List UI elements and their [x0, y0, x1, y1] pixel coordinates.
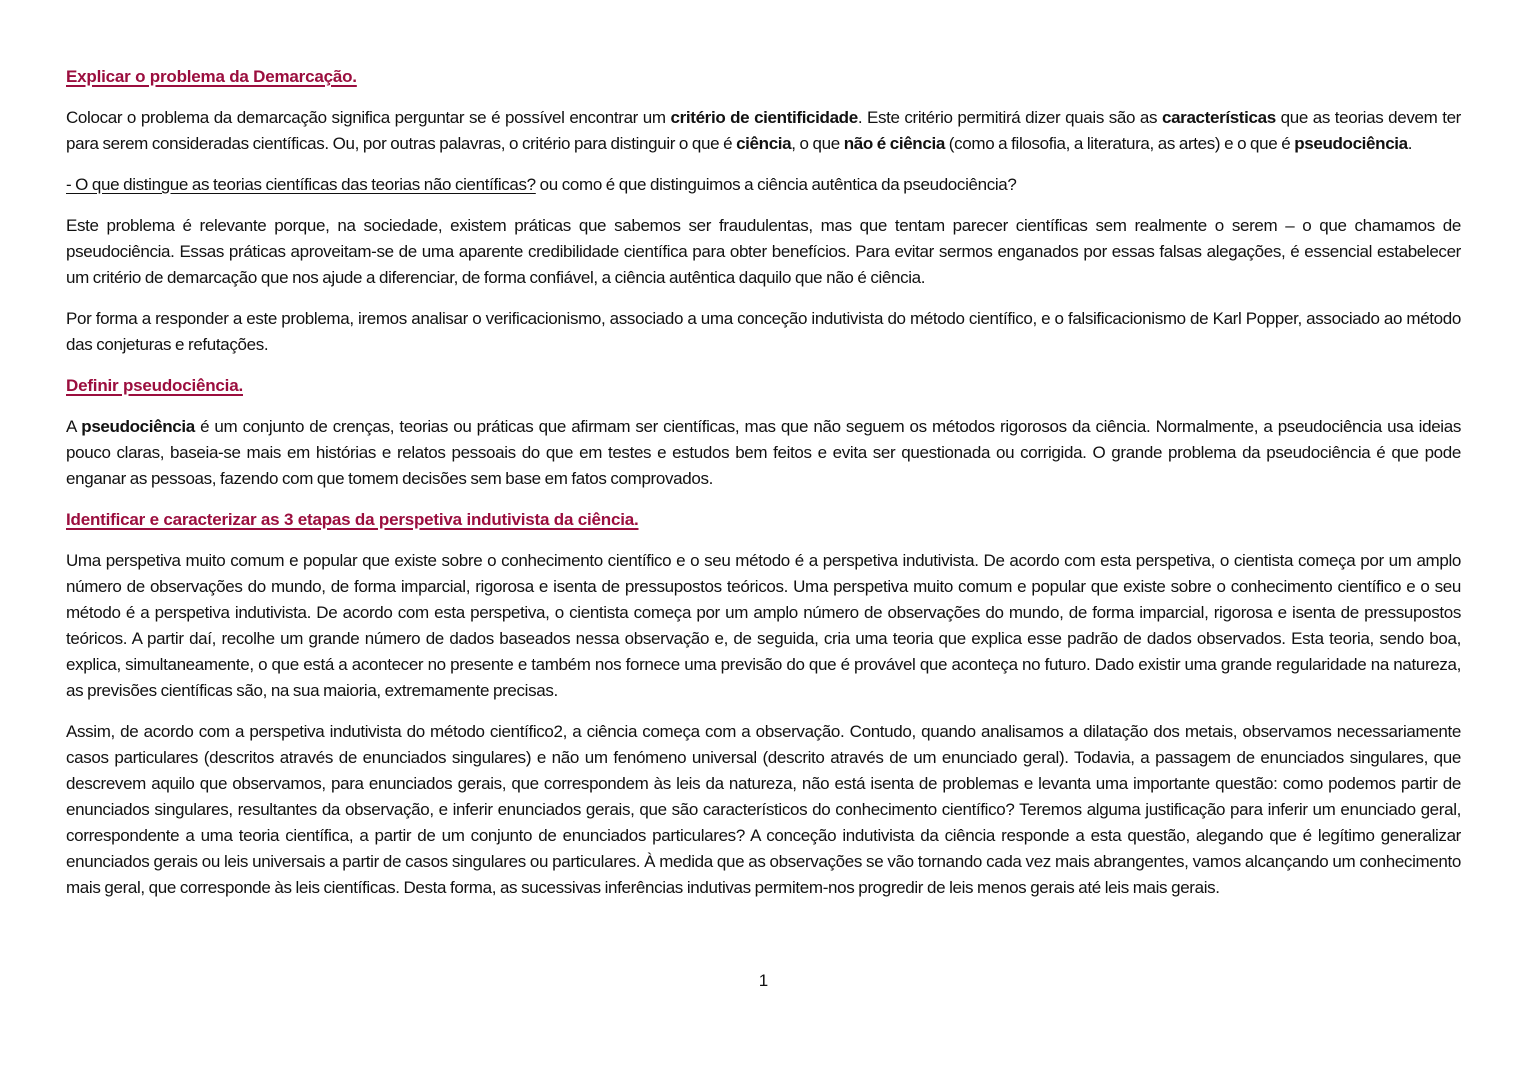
section-heading: Definir pseudociência. [66, 376, 243, 395]
section-heading: Identificar e caracterizar as 3 etapas da perspetiva indutivista da ciência. [66, 510, 639, 529]
text-run: , o que [791, 134, 844, 153]
text-run: Uma perspetiva muito comum e popular que existe sobre o conhecimento científico e o seu método é a perspetiva indutivista. De acordo com esta perspetiva, o cientista começa por um amplo número de observações do mundo, de forma imparcial, rigorosa e isenta de pressupostos teóricos. Uma perspetiva muito comum e popular que existe sobre o conhecimento científico e o seu método é a perspetiva indutivista. De acordo com esta perspetiva, o cientista começa por um amplo número de observações do mundo, de forma imparcial, rigorosa e isenta de pressupostos teóricos. A partir daí, recolhe um grande número de dados baseados nessa observação e, de seguida, cria uma teoria que explica esse padrão de dados observados. Esta teoria, sendo boa, explica, simultaneamente, o que está a acontecer no presente e também nos fornece uma previsão do que é provável que aconteça no futuro. Dado existir uma grande regularidade na natureza, as previsões científicas são, na sua maioria, extremamente precisas. [66, 551, 1461, 700]
paragraph [66, 213, 1461, 291]
bold-term: não é ciência [843, 134, 945, 153]
text-run: é um conjunto de crenças, teorias ou práticas que afirmam ser científicas, mas que não seguem os métodos rigorosos da ciência. Normalmente, a pseudociência usa ideias pouco claras, baseia-se mais em histórias e relatos pessoais do que em testes e estudos bem feitos e evita ser questionada ou corrigida. O grande problema da pseudociência é que pode enganar as pessoas, fazendo com que tomem decisões sem base em fatos comprovados. [66, 417, 1461, 488]
text-run: Por forma a responder a este problema, iremos analisar o verificacionismo, associado a uma conceção indutivista do método científico, e o falsificacionismo de Karl Popper, associado ao método das conjeturas e refutações. [66, 309, 1461, 354]
underlined-question: - O que distingue as teorias científicas das teorias não científicas? [66, 175, 536, 194]
text-run: ou como é que distinguimos a ciência autêntica da pseudociência? [535, 175, 1017, 194]
bold-term: pseudociência [81, 417, 195, 436]
text-run: Este problema é relevante porque, na sociedade, existem práticas que sabemos ser fraudulentas, mas que tentam parecer científicas sem realmente o serem – o que chamamos de pseudociência. Essas práticas aproveitam-se de uma aparente credibilidade científica para obter benefícios. Para evitar sermos enganados por essas falsas alegações, é essencial estabelecer um critério de demarcação que nos ajude a diferenciar, de forma confiável, a ciência autêntica daquilo que não é ciência. [66, 216, 1461, 287]
section-heading: Explicar o problema da Demarcação. [66, 67, 357, 86]
page-number: 1 [758, 971, 769, 990]
text-run: . [1407, 134, 1413, 153]
text-run: Colocar o problema da demarcação significa perguntar se é possível encontrar um [66, 108, 671, 127]
paragraph [66, 172, 1461, 198]
document-page [66, 64, 1461, 916]
text-run: (como a filosofia, a literatura, as artes) e o que é [944, 134, 1295, 153]
bold-term: ciência [736, 134, 792, 153]
text-run: A [66, 417, 82, 436]
text-run: Assim, de acordo com a perspetiva indutivista do método científico2, a ciência começa com a observação. Contudo, quando analisamos a dilatação dos metais, observamos necessariamente casos particulares (descritos através de enunciados singulares) e não um fenómeno universal (descrito através de um enunciado geral). Todavia, a passagem de enunciados singulares, que descrevem aquilo que observamos, para enunciados gerais, que correspondem às leis da natureza, não está isenta de problemas e levanta uma importante questão: como podemos partir de enunciados singulares, resultantes da observação, e inferir enunciados gerais, que são característicos do conhecimento científico? Teremos alguma justificação para inferir um enunciado geral, correspondente a uma teoria científica, a partir de um conjunto de enunciados particulares? A conceção indutivista da ciência responde a esta questão, alegando que é legítimo generalizar enunciados gerais ou leis universais a partir de casos singulares ou particulares. À medida que as observações se vão tornando cada vez mais abrangentes, vamos alcançando um conhecimento mais geral, que corresponde às leis científicas. Desta forma, as sucessivas inferências indutivas permitem-nos progredir de leis menos gerais até leis mais gerais. [66, 722, 1461, 897]
paragraph [66, 414, 1461, 492]
text-run: que as teorias devem ter para serem consideradas científicas. Ou, por outras palavras, o critério para distinguir o que é [66, 108, 1461, 153]
bold-term: características [1161, 108, 1276, 127]
bold-term: critério de cientificidade [670, 108, 858, 127]
paragraph [66, 548, 1461, 704]
paragraph [66, 105, 1461, 157]
paragraph [66, 719, 1461, 901]
bold-term: pseudociência [1294, 134, 1408, 153]
paragraph [66, 306, 1461, 358]
text-run: . Este critério permitirá dizer quais são as [857, 108, 1162, 127]
